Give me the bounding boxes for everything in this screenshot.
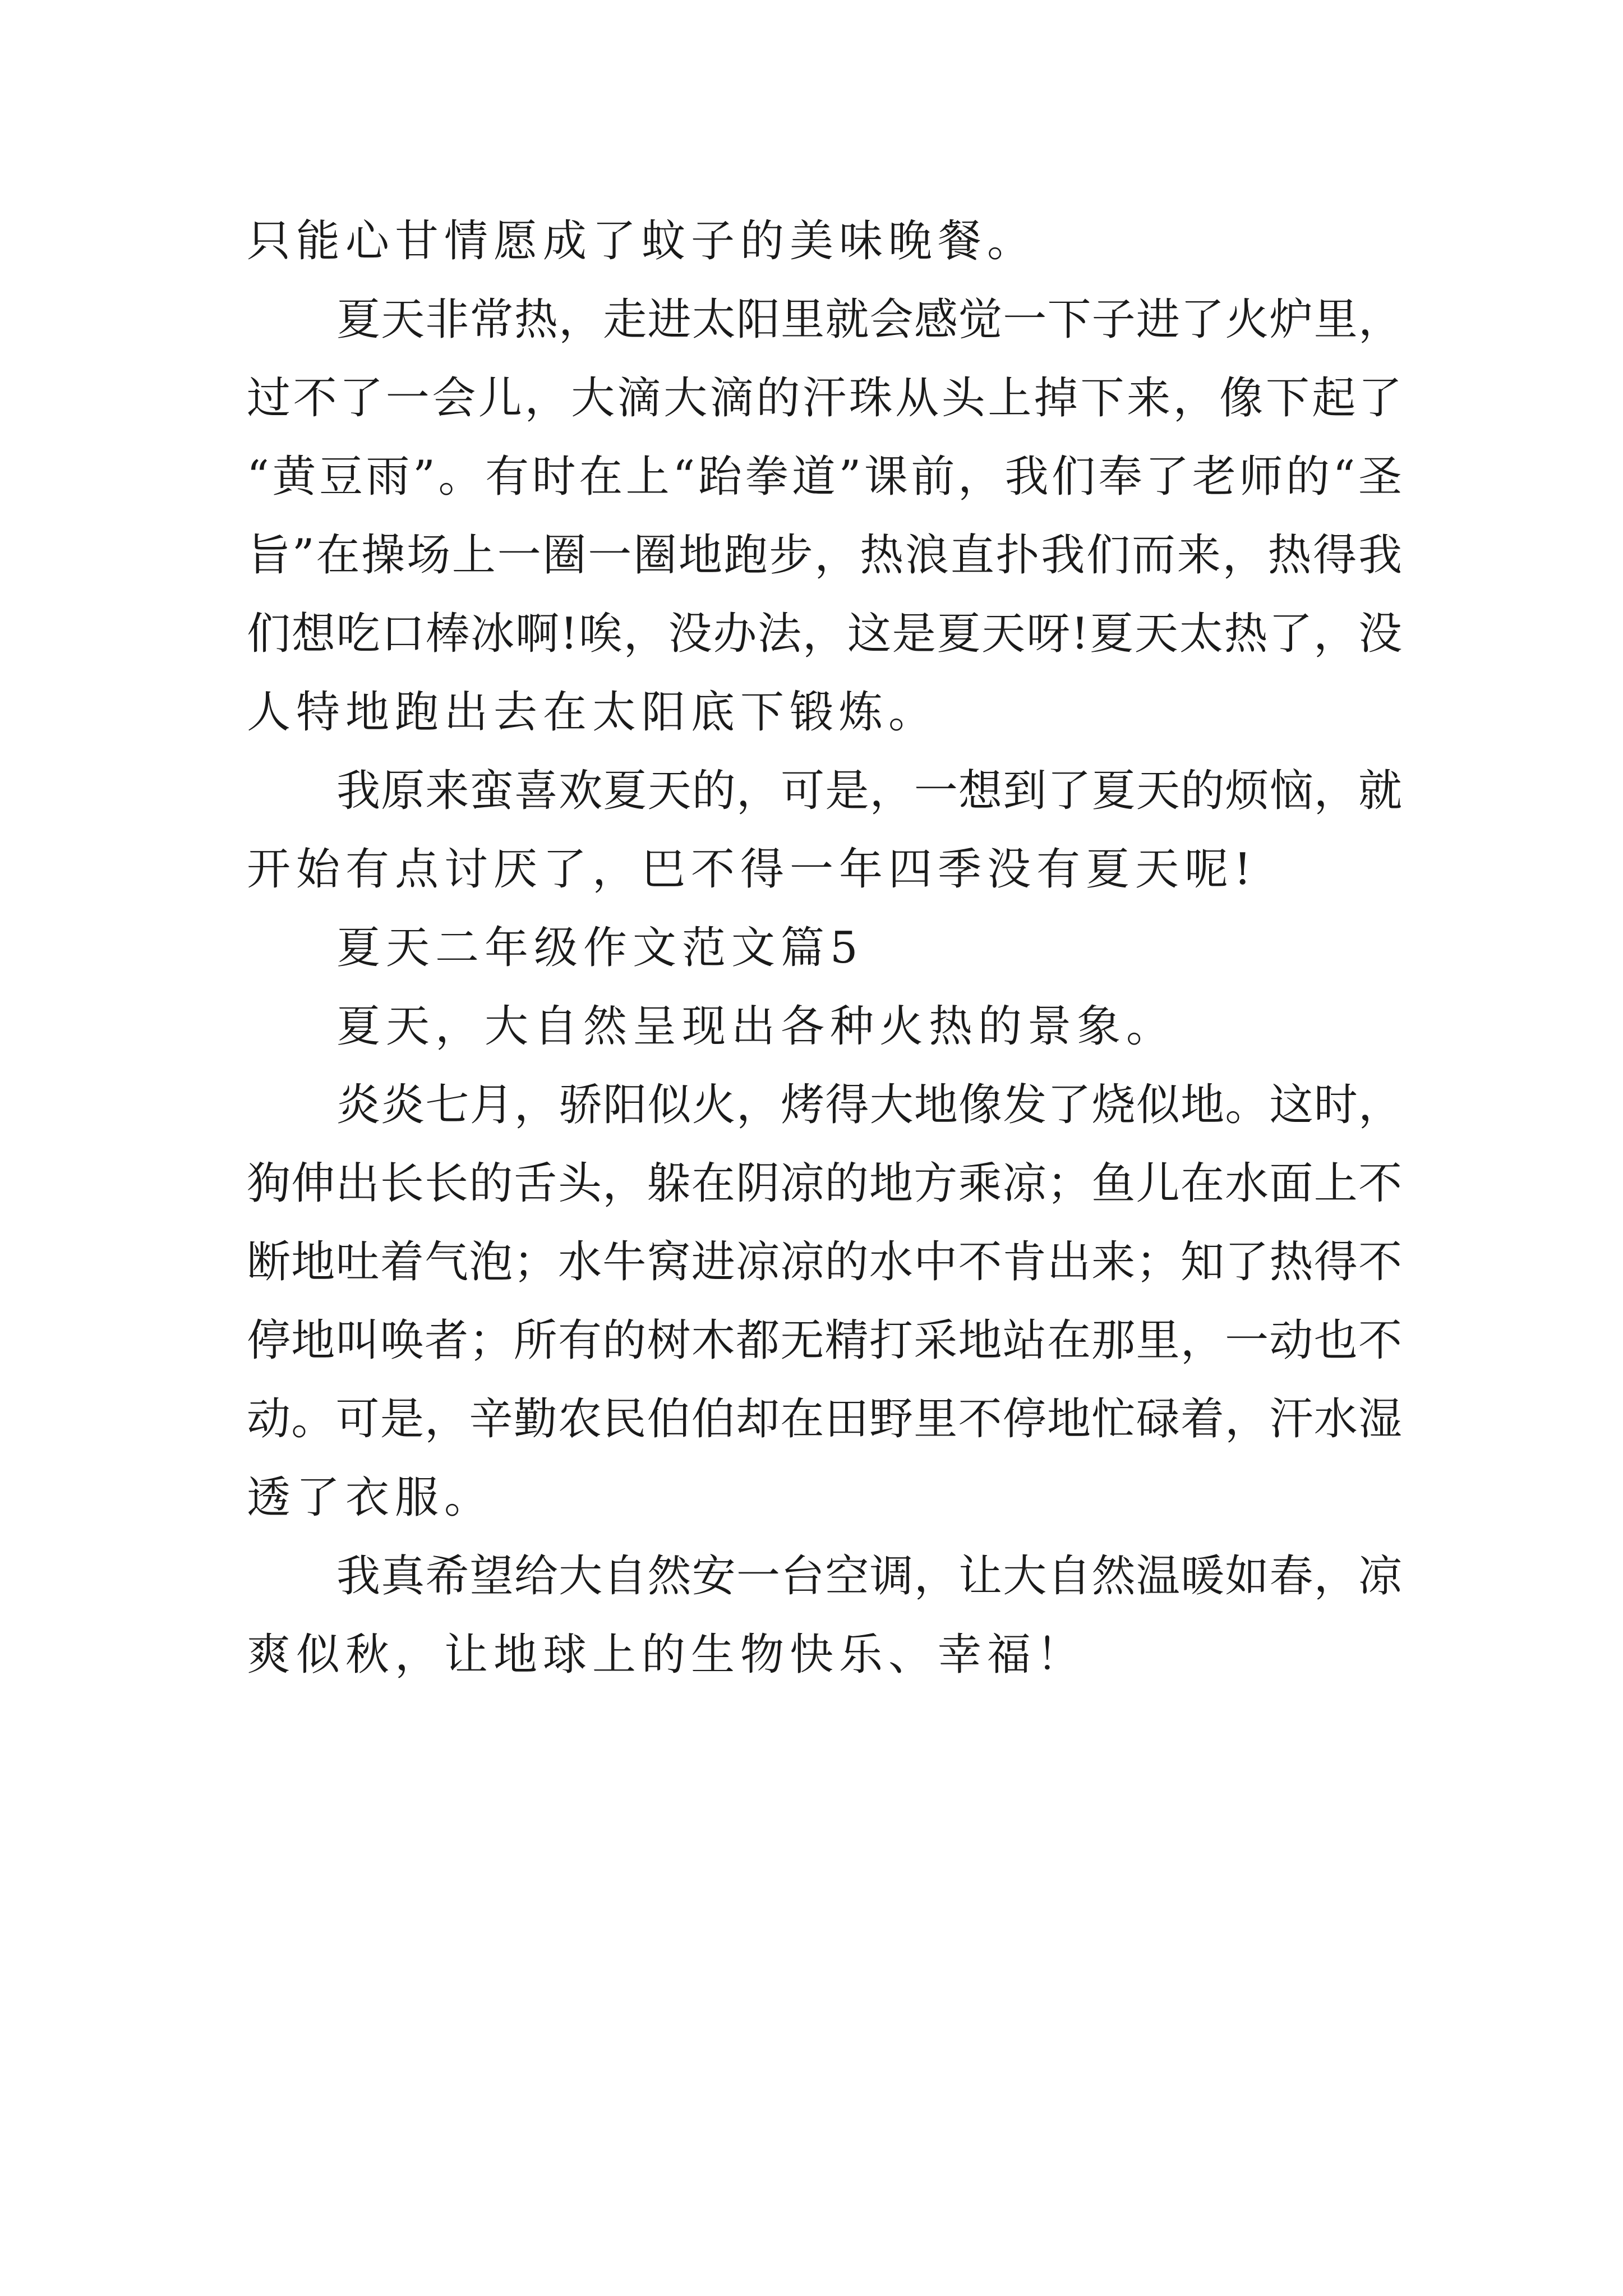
paragraph-line: 停地叫唤者；所有的树木都无精打采地站在那里，一动也不 (247, 1315, 1402, 1366)
paragraph-line: 我原来蛮喜欢夏天的，可是，一想到了夏天的烦恼，就 (336, 766, 1402, 816)
paragraph-line: 开始有点讨厌了，巴不得一年四季没有夏天呢! (247, 844, 1257, 895)
paragraph-line: 炎炎七月，骄阳似火，烤得大地像发了烧似地。这时， (336, 1080, 1402, 1130)
paragraph-line: “黄豆雨”。有时在上“跆拳道”课前，我们奉了老师的“圣 (247, 452, 1402, 502)
paragraph-line: 断地吐着气泡；水牛窝进凉凉的水中不肯出来；知了热得不 (247, 1237, 1402, 1287)
paragraph-line: 人特地跑出去在太阳底下锻炼。 (247, 687, 938, 738)
paragraph-line: 狗伸出长长的舌头，躲在阴凉的地方乘凉；鱼儿在水面上不 (247, 1158, 1402, 1209)
paragraph-line: 我真希望给大自然安一台空调，让大自然温暖如春，凉 (336, 1551, 1402, 1602)
paragraph-line: 爽似秋，让地球上的生物快乐、幸福！ (247, 1630, 1086, 1680)
paragraph-line: 们想吃口棒冰啊!唉，没办法，这是夏天呀!夏天太热了，没 (247, 609, 1402, 659)
paragraph-line: 旨”在操场上一圈一圈地跑步，热浪直扑我们而来，热得我 (247, 530, 1402, 581)
paragraph-line: 透了衣服。 (247, 1473, 494, 1523)
paragraph-line: 只能心甘情愿成了蚊子的美味晚餐。 (247, 216, 1037, 266)
paragraph-line: 夏天，大自然呈现出各种火热的景象。 (336, 1001, 1176, 1052)
paragraph-line: 夏天非常热，走进太阳里就会感觉一下子进了火炉里， (336, 295, 1402, 345)
paragraph-line: 过不了一会儿，大滴大滴的汗珠从头上掉下来，像下起了 (247, 373, 1402, 424)
section-heading: 夏天二年级作文范文篇5 (336, 923, 864, 973)
paragraph-line: 动。可是，辛勤农民伯伯却在田野里不停地忙碌着，汗水湿 (247, 1394, 1402, 1444)
